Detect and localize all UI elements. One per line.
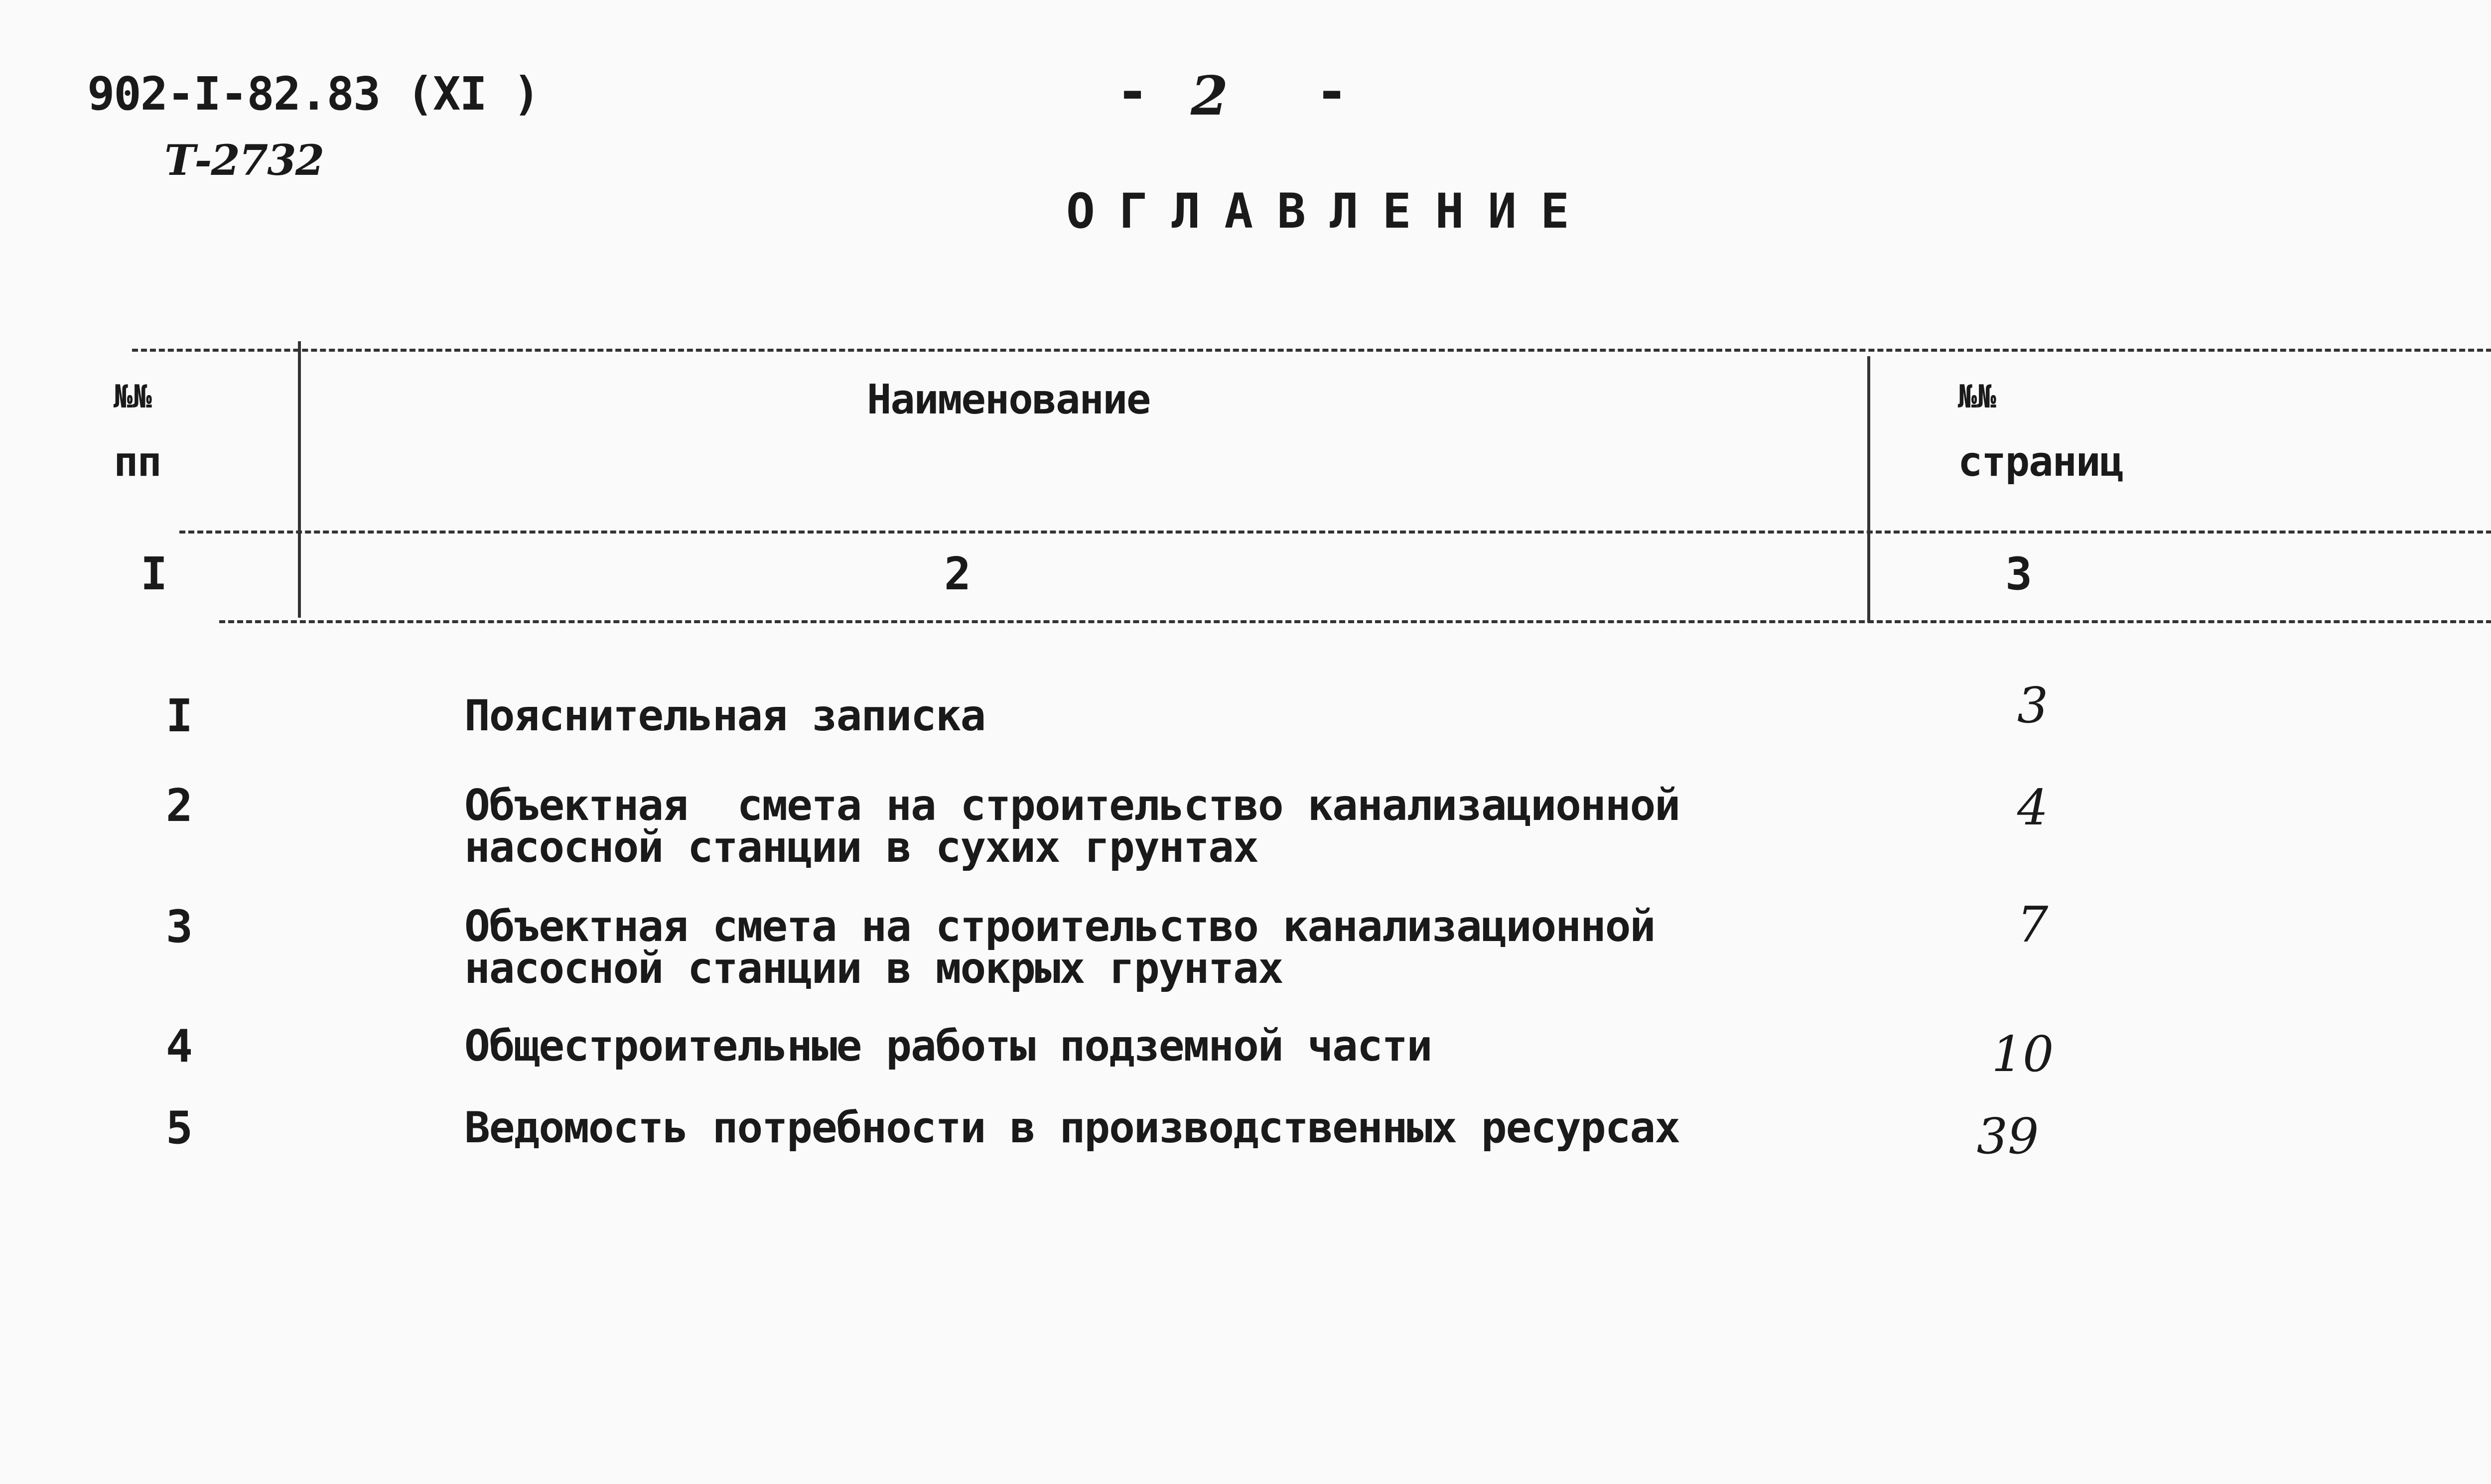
row-number: I (165, 690, 193, 742)
page-dash-right: - (1315, 60, 1349, 124)
row-number: 5 (165, 1102, 193, 1154)
page-dash-left: - (1116, 60, 1149, 124)
row-page-number: 7 (2017, 897, 2049, 953)
row-title: Объектная смета на строительство канализационной насосной станции в сухих грунтах (464, 781, 1680, 872)
row-number: 3 (165, 901, 193, 953)
row-title: Пояснительная записка (464, 691, 985, 741)
row-title: Объектная смета на строительство канализационной насосной станции в мокрых грунтах (464, 902, 1655, 993)
page-title: ОГЛАВЛЕНИЕ (1066, 183, 1593, 239)
table-top-border (132, 349, 2491, 352)
row-page-number: 4 (2017, 780, 2049, 836)
document-code: 902-I-82.83 (XI ) (87, 67, 540, 121)
column-num-label-top: №№ (114, 379, 152, 415)
column-number-2: 2 (944, 548, 971, 600)
column-num-label-bottom: пп (114, 438, 161, 486)
column-name-label: Наименование (867, 376, 1150, 423)
row-title: Ведомость потребности в производственных ресурсах (464, 1103, 1680, 1153)
column-number-3: 3 (2005, 548, 2033, 600)
row-number: 4 (165, 1020, 193, 1073)
column-divider-2 (1867, 356, 1870, 623)
column-divider-1 (298, 341, 301, 618)
table-header-bottom-border (219, 620, 2491, 623)
row-page-number: 3 (2017, 677, 2049, 734)
row-page-number: 10 (1991, 1026, 2054, 1083)
page-number: 2 (1191, 65, 1229, 128)
sheet-code: Т-2732 (164, 135, 324, 185)
row-title: Общестроительные работы подземной части (464, 1021, 1432, 1071)
table-header-divider (179, 531, 2491, 534)
column-page-label-bottom: страниц (1958, 438, 2123, 486)
column-page-label-top: №№ (1958, 379, 1997, 415)
row-number: 2 (165, 780, 193, 832)
row-page-number: 39 (1976, 1108, 2039, 1165)
column-number-1: I (140, 548, 168, 600)
